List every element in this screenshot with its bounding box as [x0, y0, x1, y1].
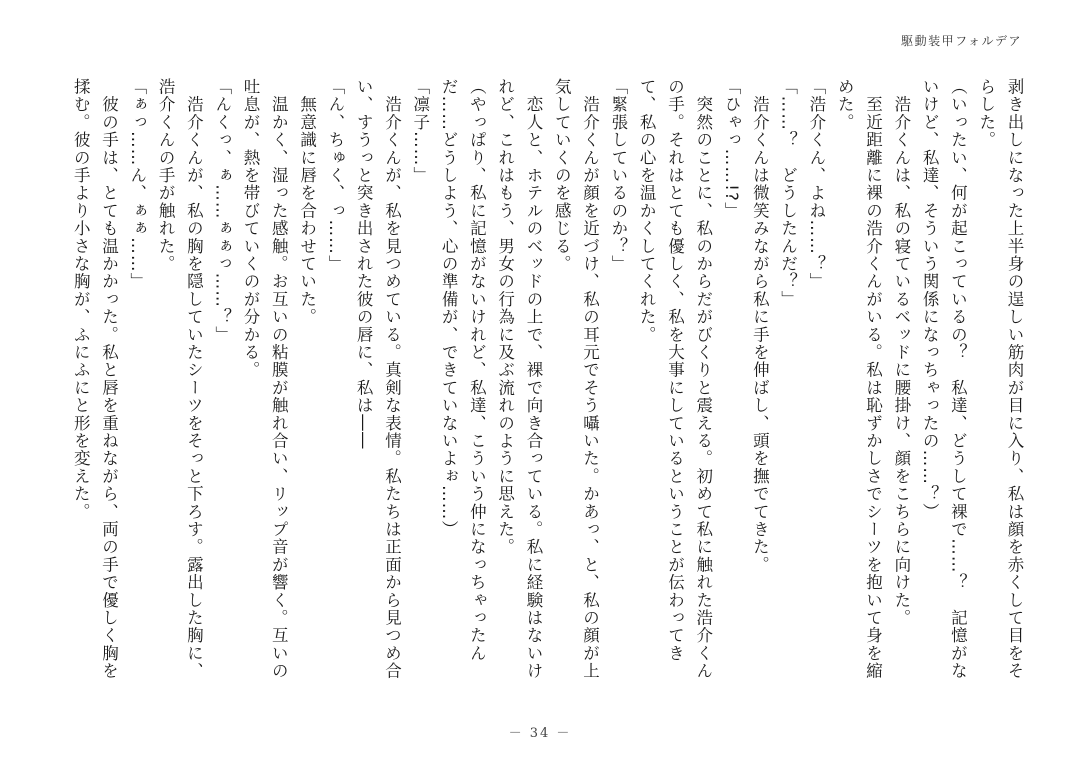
paragraph: 浩介くんは、私の寝ているベッドに腰掛け、顔をこちらに向けた。 — [891, 78, 911, 627]
paragraph: 恋人と、ホテルのベッドの上で、裸で向き合っている。私に経験はないけれど、これはもう、男女の行為に及ぶ流れのように思えた。 — [495, 78, 543, 680]
paragraph: 温かく、湿った感触。お互いの粘膜が触れ合い、リップ音が響く。互いの吐息が、熱を帯びていくのが分かる。 — [240, 78, 289, 680]
running-header-title: 駆動装甲フォルデア — [901, 34, 1022, 48]
paragraph: 「んくっ、ぁ……ぁぁっ……？」 — [212, 78, 232, 344]
paragraph: 剥き出しになった上半身の逞しい筋肉が目に入り、私は顔を赤くして目をそらした。 — [976, 78, 1024, 680]
paragraph: 「ぁっ……ん、ぁぁ……」 — [127, 78, 147, 291]
paragraph: （やっぱり、私に記憶がないけれど、私達、こういう仲になっちゃったんだ……どうしよう、心の準備が、できていないよぉ……） — [439, 78, 487, 663]
paragraph: 無意識に唇を合わせていた。 — [297, 78, 317, 326]
paragraph: 彼の手は、とても温かかった。私と唇を重ねながら、両の手で優しく胸を揉む。彼の手より小さな胸が、ふにふにと形を変えた。 — [71, 78, 119, 680]
paragraph: 突然のことに、私のからだがびくりと震える。初めて私に触れた浩介くんの手。それはとても優しく、私を大事にしているということが伝わってきて、私の心を温かくしてくれた。 — [637, 78, 713, 680]
paragraph: 浩介くんが、私の胸を隠していたシーツをそっと下ろす。露出した胸に、浩介くんの手が触れた。 — [156, 78, 204, 680]
page-number: － 34 － — [508, 726, 572, 741]
paragraph: 至近距離に裸の浩介くんがいる。私は恥ずかしさでシーツを抱いて身を縮めた。 — [835, 78, 883, 680]
paragraph: 「緊張しているのか？」 — [608, 78, 628, 273]
paragraph: 浩介くんが、私を見つめている。真剣な表情。私たちは正面から見つめ合い、すうっと突き出された彼の唇に、私は―― — [354, 78, 402, 680]
paragraph: 「ひゃっ……!?」 — [722, 78, 742, 220]
paragraph: 「浩介くん、よね……？」 — [806, 78, 826, 291]
paragraph: 「……？ どうしたんだ？」 — [778, 78, 798, 309]
paragraph: （いったい、何が起こっているの？ 私達、どうして裸で……？ 記憶がないけど、私達、そういう関係になっちゃったの……？） — [920, 78, 968, 680]
vertical-body-text — [38, 78, 1028, 683]
paragraph: 「ん、ちゅく、っ……」 — [325, 78, 345, 273]
paragraph: 「凛子……」 — [410, 78, 430, 185]
paragraph: 浩介くんが顔を近づけ、私の耳元でそう囁いた。かあっ、と、私の顔が上気していくのを感じる。 — [552, 78, 600, 680]
paragraph: 浩介くんは微笑みながら私に手を伸ばし、頭を撫でてきた。 — [750, 78, 770, 574]
